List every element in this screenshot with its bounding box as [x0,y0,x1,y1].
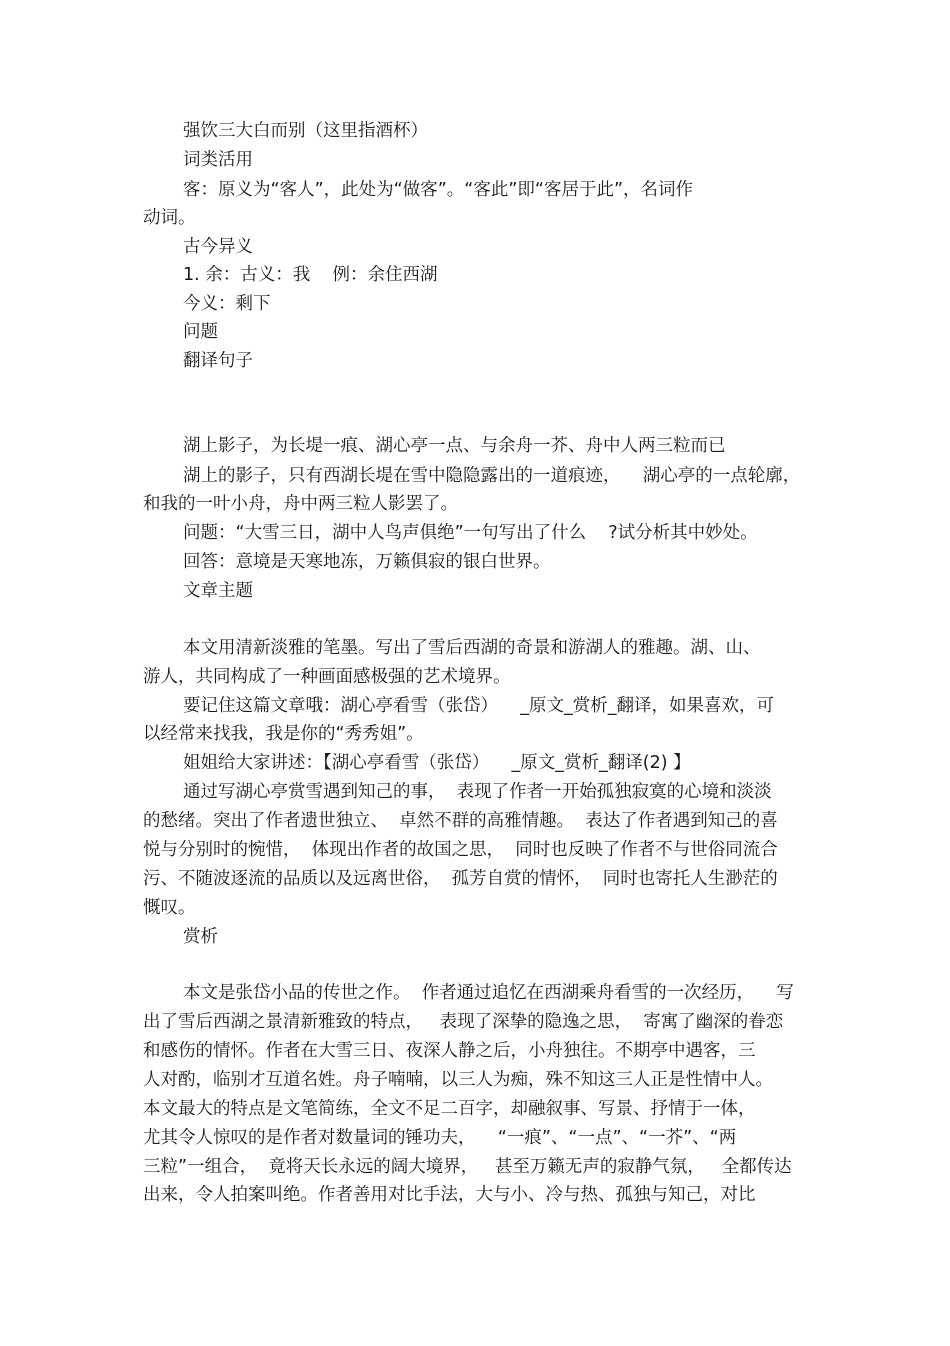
text-line: 文章主题 [183,581,253,601]
text-line: 游人，共同构成了一种画面感极强的艺术境界。 [143,667,511,687]
text-line: 赏析 [183,927,218,947]
text-line: 问题 [183,322,218,342]
text-line: 出来，令人拍案叫绝。作者善用对比手法，大与小、冷与热、孤独与知己，对比 [143,1185,756,1205]
text-line: 回答：意境是天寒地冻，万籁俱寂的银白世界。 [183,552,551,572]
text-line: 悦与分别时的惋惜， 体现出作者的故国之思， 同时也反映了作者不与世俗同流合 [143,840,778,860]
text-line: 古今异义 [183,237,253,257]
text-line: 污、不随波逐流的品质以及远离世俗， 孤芳自赏的情怀， 同时也寄托人生渺茫的 [143,869,778,889]
text-line: 通过写湖心亭赏雪遇到知己的事， 表现了作者一开始孤独寂寞的心境和淡淡 [183,782,772,802]
text-line: 本文用清新淡雅的笔墨。写出了雪后西湖的奇景和游湖人的雅趣。湖、山、 [183,638,761,658]
text-line: 词类活用 [183,150,253,170]
text-line: 1. 余：古义：我 例：余住西湖 [183,265,438,285]
text-line: 要记住这篇文章哦：湖心亭看雪（张岱） _原文_赏析_翻译，如果喜欢，可 [183,696,774,716]
text-line: 问题：“大雪三日，湖中人鸟声俱绝”一句写出了什么 ?试分析其中妙处。 [183,523,758,543]
text-line: 本文是张岱小品的传世之作。 作者通过追忆在西湖乘舟看雪的一次经历， 写 [183,983,794,1003]
text-line: 动词。 [143,208,196,228]
text-line: 湖上的影子，只有西湖长堤在雪中隐隐露出的一道痕迹， 湖心亭的一点轮廓， [183,466,801,486]
text-line: 和我的一叶小舟，舟中两三粒人影罢了。 [143,494,458,514]
text-line: 尤其令人惊叹的是作者对数量词的锤功夫， “一痕”、“一点”、“一芥”、“两 [143,1128,737,1148]
text-line: 出了雪后西湖之景清新雅致的特点， 表现了深挚的隐逸之思， 寄寓了幽深的眷恋 [143,1012,784,1032]
text-line: 以经常来找我，我是你的“秀秀姐”。 [143,724,424,744]
text-line: 强饮三大白而别（这里指酒杯） [183,121,428,141]
text-line: 三粒”一组合， 竟将天长永远的阔大境界， 甚至万籁无声的寂静气氛， 全都传达 [143,1157,792,1177]
text-line: 翻译句子 [183,351,253,371]
text-line: 本文最大的特点是文笔简练，全文不足二百字，却融叙事、写景、抒情于一体， [143,1099,756,1119]
text-line: 人对酌，临别才互道名姓。舟子喃喃，以三人为痴，殊不知这三人正是性情中人。 [143,1070,773,1090]
text-line: 和感伤的情怀。作者在大雪三日、夜深人静之后，小舟独往。不期亭中遇客，三 [143,1041,756,1061]
text-line: 客：原义为“客人”，此处为“做客”。“客此”即“客居于此”，名词作 [183,180,694,200]
text-line: 的愁绪。突出了作者遗世独立、 卓然不群的高雅情趣。 表达了作者遇到知己的喜 [143,811,778,831]
text-line: 慨叹。 [143,898,196,918]
text-line: 今义：剩下 [183,294,271,314]
text-line: 姐姐给大家讲述：【湖心亭看雪（张岱） _原文_赏析_翻译(2) 】 [183,753,691,773]
text-line: 湖上影子，为长堤一痕、湖心亭一点、与余舟一芥、舟中人两三粒而已 [183,436,726,456]
